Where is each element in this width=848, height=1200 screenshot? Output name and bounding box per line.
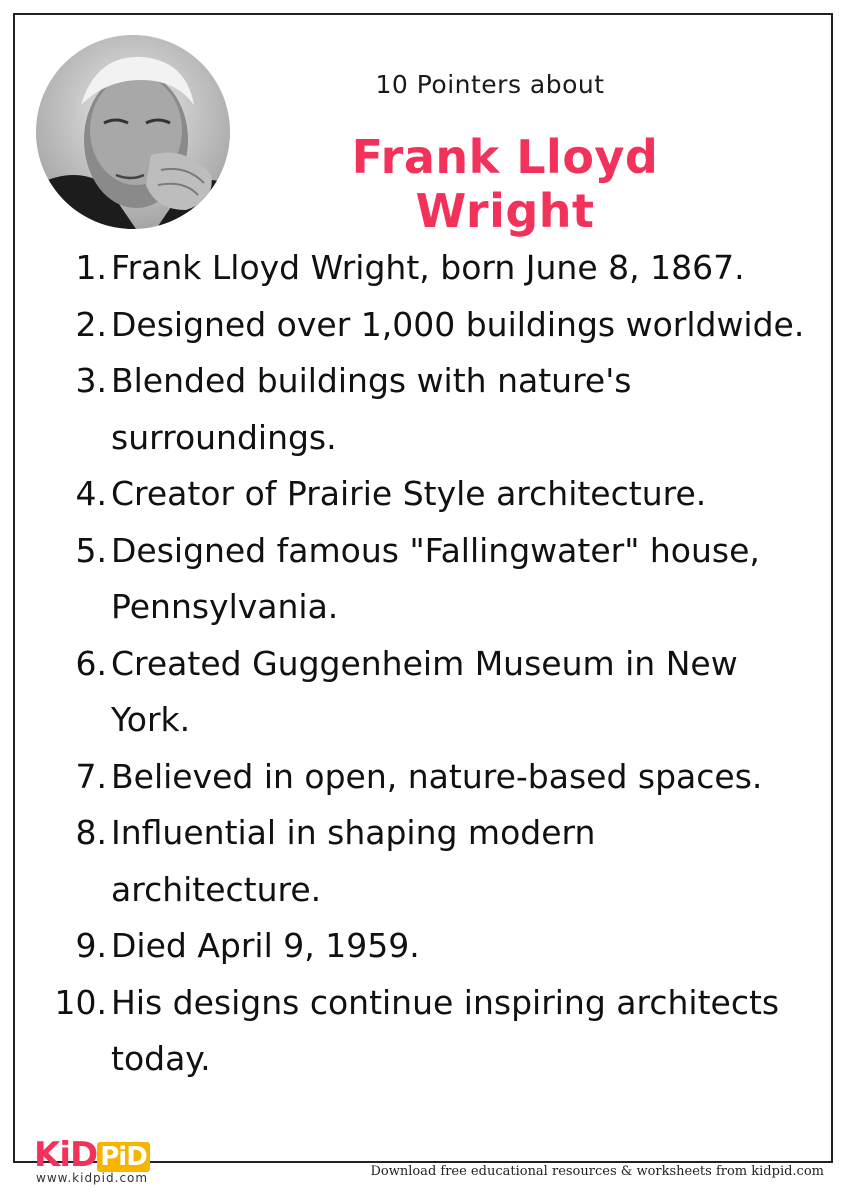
pointer-list	[40, 240, 810, 1088]
list-item	[40, 975, 810, 1088]
list-item	[40, 636, 810, 749]
list-item-number: 3.	[75, 361, 107, 400]
list-item	[40, 353, 810, 466]
list-item-number: 2.	[75, 304, 107, 344]
list-item-text: Frank Lloyd Wright, born June 8, 1867.	[111, 248, 745, 287]
kidpid-logo[interactable]	[34, 1135, 150, 1175]
logo-kid-text: KiD	[34, 1135, 98, 1175]
list-item-text: Influential in shaping modern architecture.	[111, 813, 596, 909]
list-item-number: 4.	[75, 474, 107, 513]
list-item-text: Died April 9, 1959.	[111, 926, 420, 965]
list-item-text: Believed in open, nature-based spaces.	[111, 756, 763, 796]
logo-pid-text: PiD	[97, 1142, 150, 1172]
list-item-text: Created Guggenheim Museum in New York.	[111, 643, 738, 739]
list-item	[40, 240, 810, 297]
list-item-number: 8.	[75, 813, 107, 852]
page-title: Frank Lloyd Wright	[351, 130, 659, 238]
footer-note: Download free educational resources & worksheets from kidpid.com	[370, 1164, 824, 1179]
list-item-text: Designed over 1,000 buildings worldwide.	[111, 304, 805, 344]
list-item	[40, 918, 810, 975]
portrait-icon	[36, 35, 230, 229]
subtitle: 10 Pointers about	[375, 70, 605, 99]
list-item-number: 5.	[75, 530, 107, 570]
portrait-photo	[36, 35, 230, 229]
list-item	[40, 805, 810, 918]
list-item-text: Designed famous "Fallingwater" house, Pennsylvania.	[111, 530, 760, 626]
list-item	[40, 297, 810, 354]
list-item-number: 1.	[75, 248, 107, 287]
logo-url[interactable]: www.kidpid.com	[36, 1171, 149, 1185]
list-item-number: 6.	[75, 643, 107, 683]
list-item-number: 10.	[54, 982, 107, 1022]
list-item-text: Blended buildings with nature's surroundings.	[111, 361, 632, 457]
list-item-number: 7.	[75, 756, 107, 796]
list-item-text: His designs continue inspiring architects today.	[111, 982, 780, 1078]
list-item-text: Creator of Prairie Style architecture.	[111, 474, 707, 513]
list-item-number: 9.	[75, 926, 107, 965]
list-item	[40, 523, 810, 636]
list-item	[40, 466, 810, 523]
list-item	[40, 749, 810, 806]
